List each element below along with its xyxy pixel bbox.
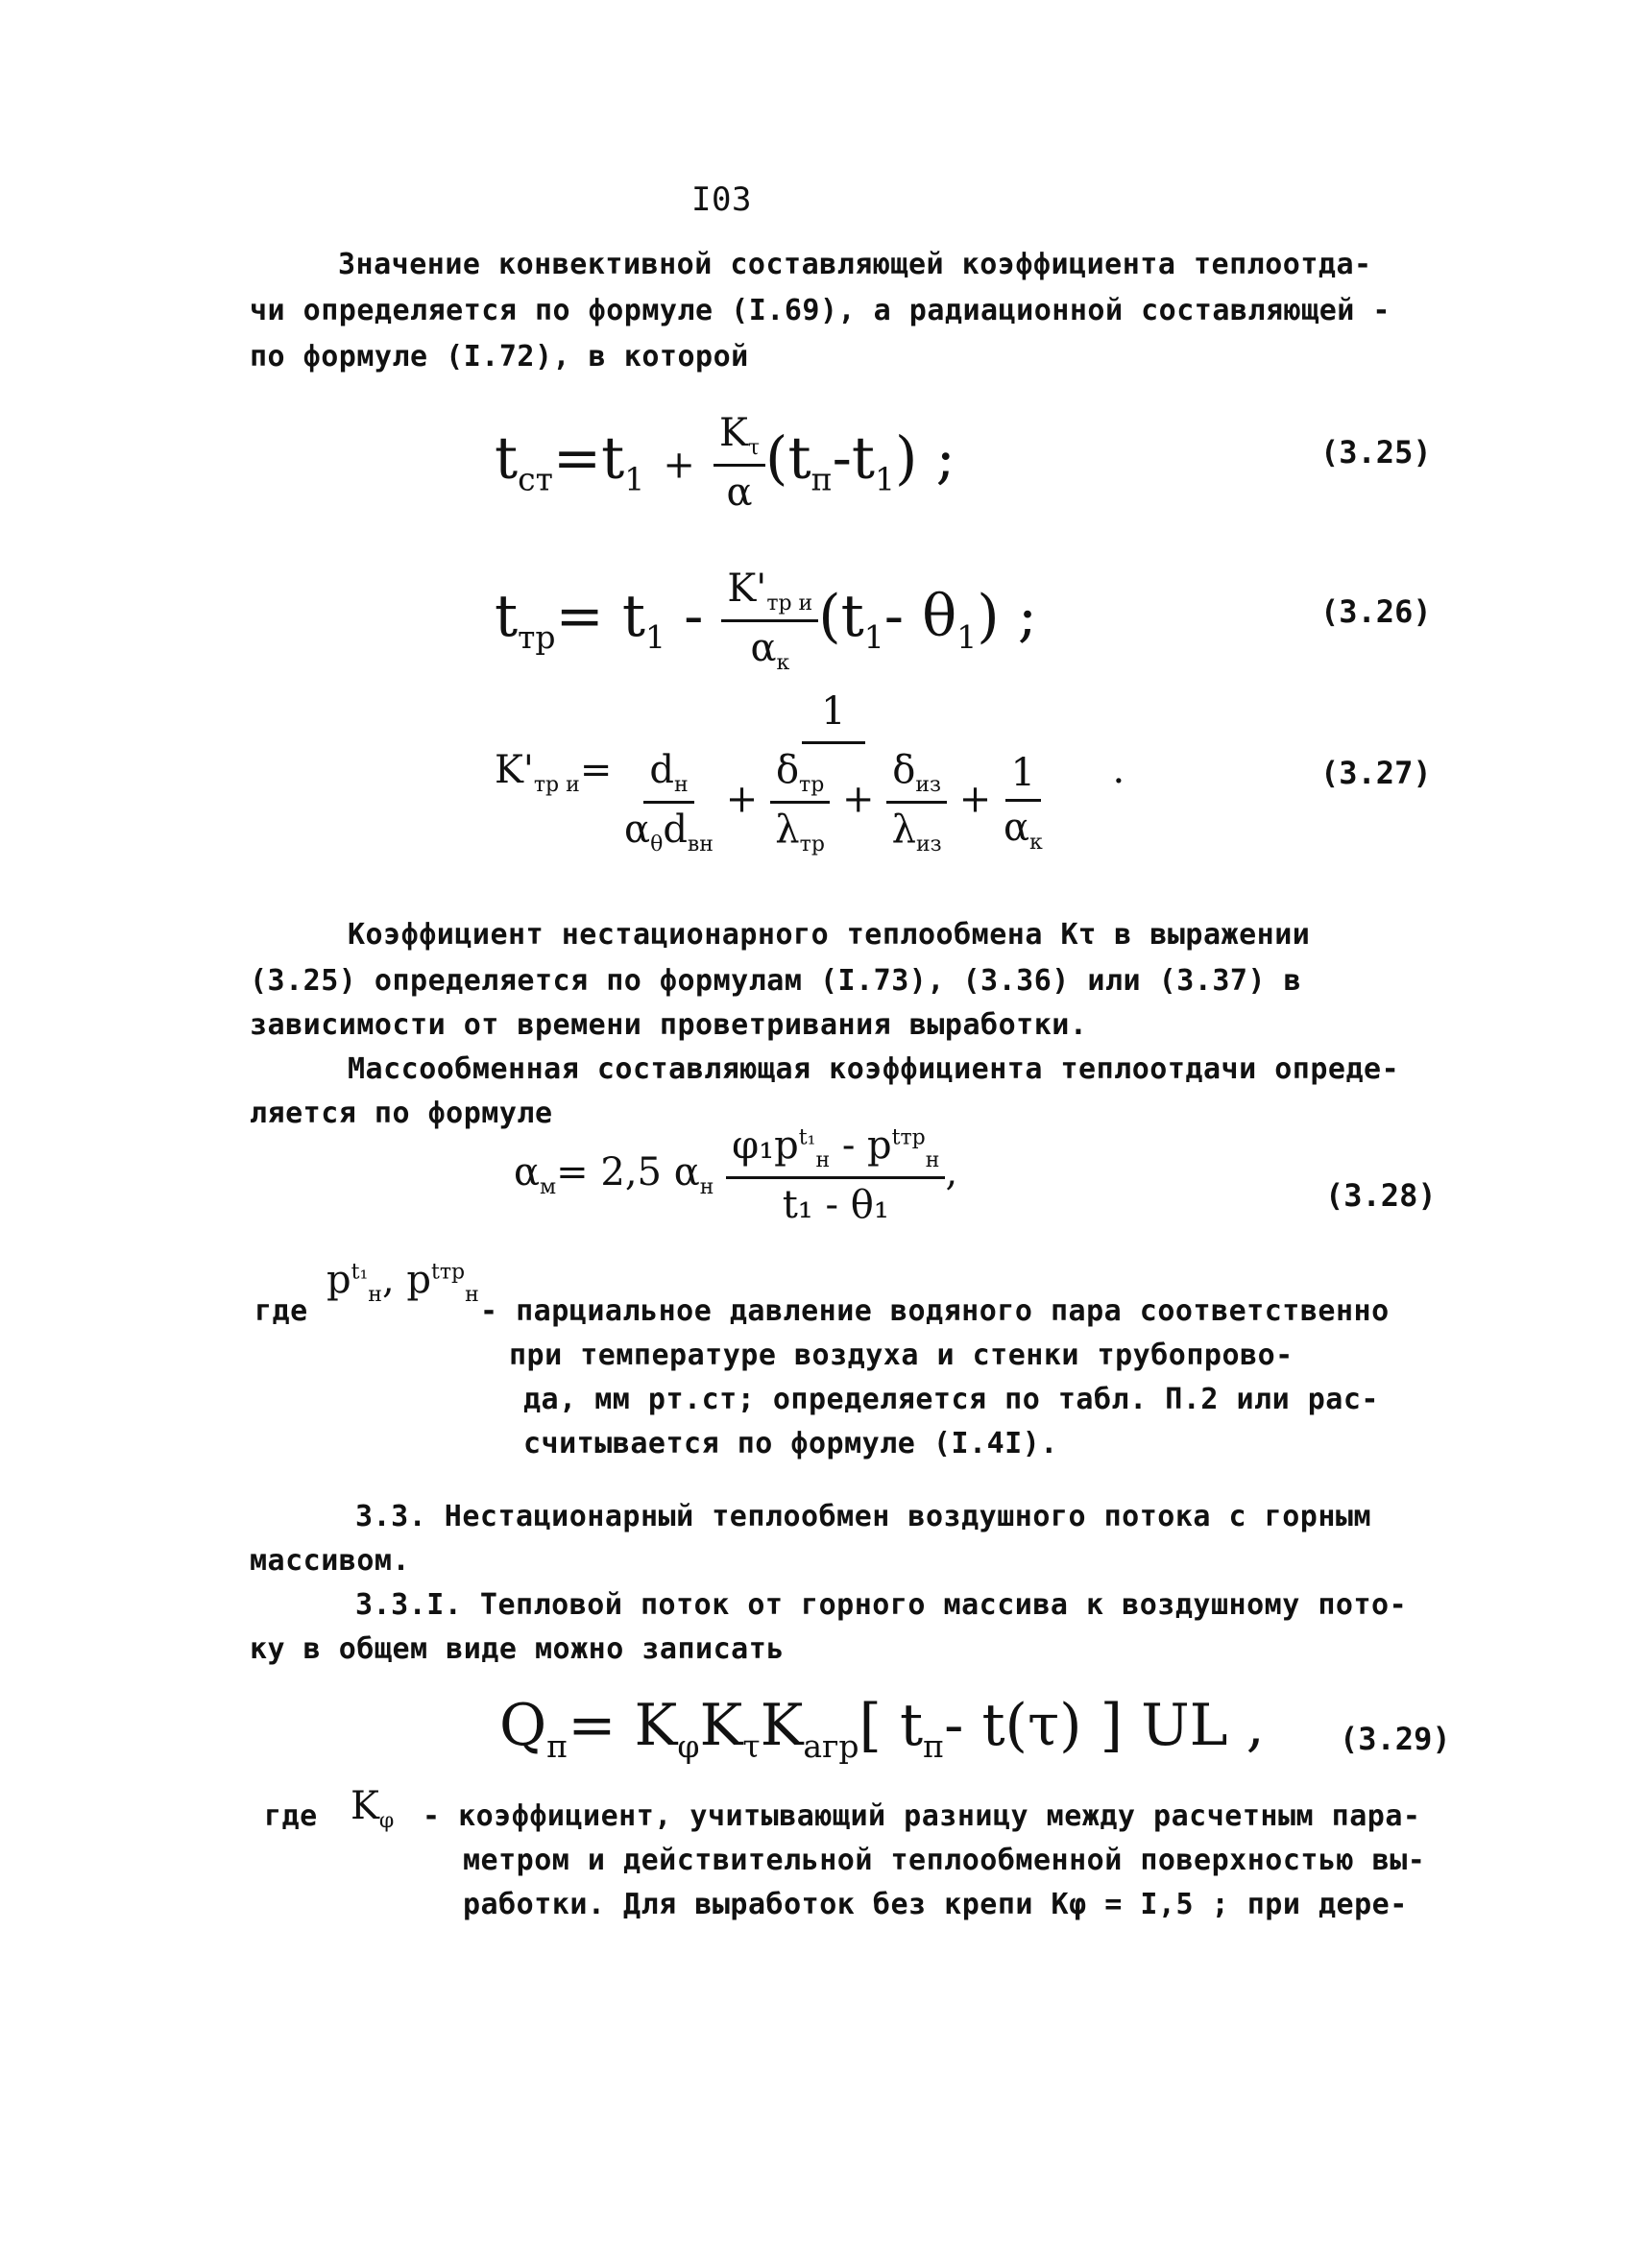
section-title-line-2: массивом. bbox=[250, 1544, 411, 1578]
paragraph-1-line-2: чи определяется по формуле (I.69), а радиационной составляющей - bbox=[250, 294, 1391, 327]
paragraph-1-line-3: по формуле (I.72), в которой bbox=[250, 340, 749, 374]
where-label-2: где bbox=[264, 1799, 318, 1833]
paragraph-2-line-1: Коэффициент нестационарного теплообмена Kτ в выражении bbox=[348, 918, 1311, 952]
paragraph-4-line-2: ку в общем виде можно записать bbox=[250, 1632, 785, 1666]
equation-number-3-25: (3.25) bbox=[1320, 434, 1432, 470]
paragraph-3-line-1: Массообменная составляющая коэффициента теплоотдачи опреде- bbox=[348, 1052, 1400, 1086]
equation-3-25: $t_{ст}=t_1$ + $\frac{K_\tau}{\alpha}$ $(t_п-t_1)$ ; bbox=[495, 411, 956, 515]
where-1-line-2: при температуре воздуха и стенки трубопрово- bbox=[509, 1339, 1294, 1372]
paragraph-2-line-2: (3.25) определяется по формулам (I.73), (3.36) или (3.37) в bbox=[250, 964, 1302, 998]
where-1-line-1: - парциальное давление водяного пара соответственно bbox=[480, 1294, 1390, 1328]
where-1-line-3: да, мм рт.ст; определяется по табл. П.2 или рас- bbox=[523, 1383, 1379, 1416]
where-2-line-3: работки. Для выработок без крепи Kφ = I,5 ; при дере- bbox=[463, 1888, 1408, 1921]
paragraph-4-line-1: 3.3.I. Тепловой поток от горного массива к воздушному пото- bbox=[355, 1588, 1408, 1622]
section-title-line-1: 3.3. Нестационарный теплообмен воздушного потока с горным bbox=[355, 1500, 1372, 1533]
equation-3-29: $Q_п= K_\varphi K_\tau K_{агр}$[ $t_п-$ t(τ) ] UL , bbox=[499, 1692, 1265, 1765]
equation-number-3-26: (3.26) bbox=[1320, 593, 1432, 630]
equation-number-3-28: (3.28) bbox=[1325, 1177, 1437, 1214]
paragraph-1-line-1: Значение конвективной составляющей коэффициента теплоотда- bbox=[338, 248, 1372, 281]
paragraph-2-line-3: зависимости от времени проветривания выработки. bbox=[250, 1008, 1088, 1042]
paragraph-3-line-2: ляется по формуле bbox=[250, 1097, 553, 1130]
k-phi-symbol: $K_\varphi$ bbox=[351, 1784, 395, 1833]
equation-number-3-27: (3.27) bbox=[1320, 755, 1432, 791]
equation-3-26: $t_{тр}= t_1$ - $\frac{K'_{тр и}}{\alpha_к}$ ($t_1-$ $\theta_1$) ; bbox=[495, 567, 1037, 675]
partial-pressure-symbols: $p^{t_1}_н$, $p^{tтр}_н$ bbox=[327, 1258, 479, 1307]
where-2-line-2: метром и действительной теплообменной поверхностью вы- bbox=[463, 1844, 1426, 1877]
where-1-line-4: считывается по формуле (I.4I). bbox=[523, 1427, 1058, 1460]
equation-3-27: $K'_{тр и}=$ 1 $\frac{d_н}{\alpha_\theta d_{вн}}$ + $\frac{\delta_{тр}}{\lambda_{тр}}$ + $\frac{\delta_{из}}{\lambda_{из}}$ + $\frac{1}{\alpha_к}$ . bbox=[495, 689, 1125, 857]
where-label-1: где bbox=[254, 1294, 308, 1328]
equation-3-28: $\alpha_м= 2,5$ $\alpha_н$ $\frac{\varphi_1p^{t_1}_н - p^{tтр}_н}{\text{t₁ - θ₁}}$ , bbox=[514, 1123, 958, 1227]
equation-number-3-29: (3.29) bbox=[1340, 1721, 1451, 1757]
page-number: I03 bbox=[691, 181, 752, 219]
where-2-line-1: - коэффициент, учитывающий разницу между расчетным пара- bbox=[423, 1799, 1421, 1833]
